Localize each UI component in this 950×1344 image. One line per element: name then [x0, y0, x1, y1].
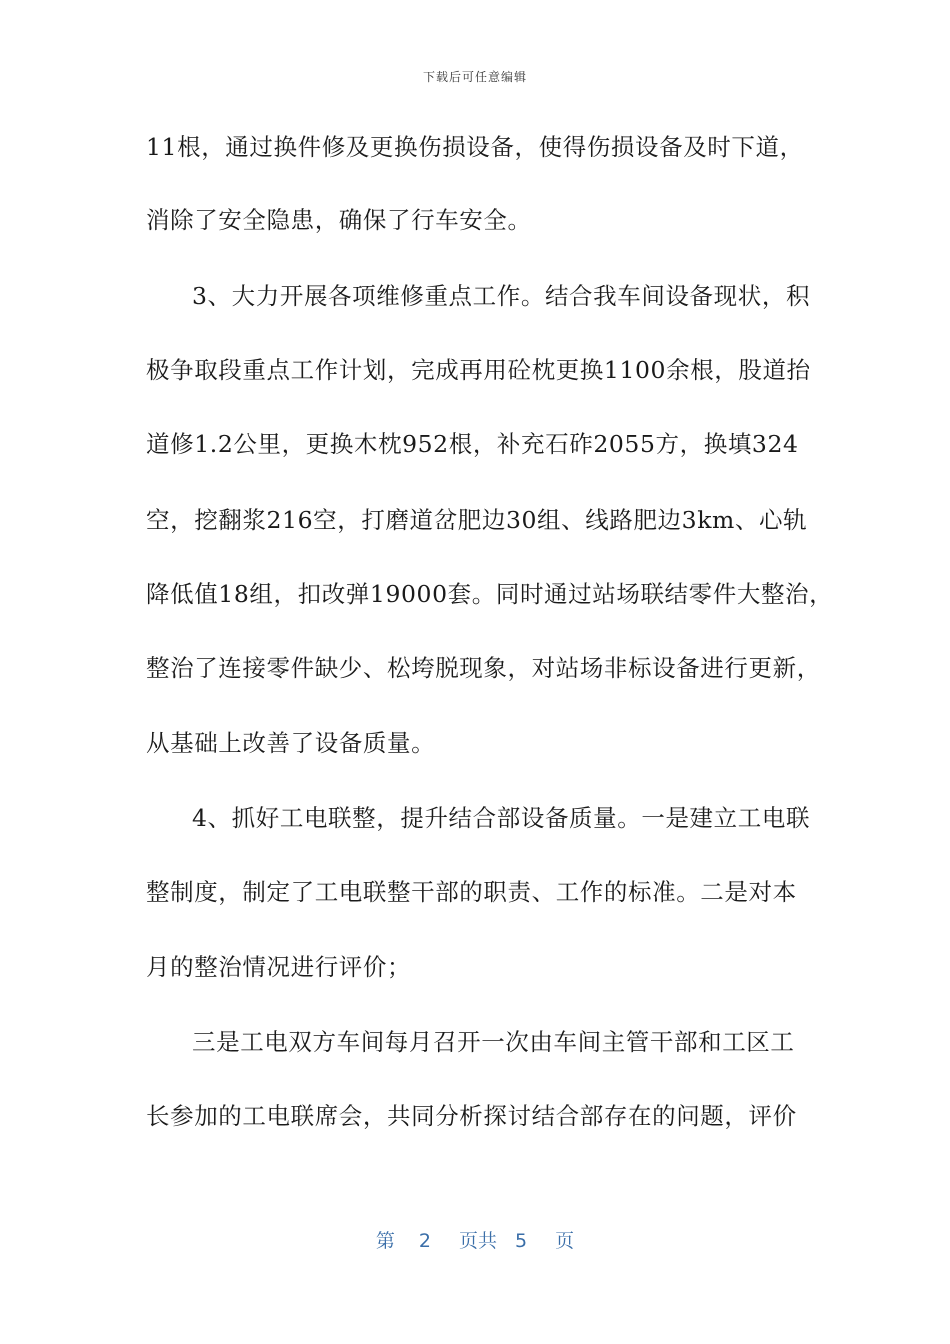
paragraph-line: 11根，通过换件修及更换伤损设备，使得伤损设备及时下道， — [146, 133, 804, 161]
paragraph-line: 三是工电双方车间每月召开一次由车间主管干部和工区工 — [192, 1028, 795, 1056]
paragraph-line: 长参加的工电联席会，共同分析探讨结合部存在的问题，评价 — [146, 1102, 797, 1130]
header-note: 下载后可任意编辑 — [422, 70, 527, 84]
paragraph-line: 道修1.2公里，更换木枕952根，补充石砟2055方，换填324 — [146, 430, 799, 458]
paragraph-line: 整治了连接零件缺少、松垮脱现象，对站场非标设备进行更新， — [146, 654, 821, 682]
footer-label-page: 第 — [375, 1230, 395, 1252]
paragraph-line: 4、抓好工电联整，提升结合部设备质量。一是建立工电联 — [192, 804, 811, 832]
paragraph-line: 月的整治情况进行评价； — [146, 953, 412, 981]
footer-label-end: 页 — [555, 1230, 575, 1252]
paragraph-line: 降低值18组，扣改弹19000套。同时通过站场联结零件大整治， — [146, 580, 834, 608]
footer-label-of: 页共 — [458, 1230, 497, 1252]
paragraph-line: 3、大力开展各项维修重点工作。结合我车间设备现状，积 — [192, 282, 811, 310]
footer-total-pages: 5 — [515, 1230, 528, 1252]
page-footer — [0, 1226, 950, 1253]
paragraph-line: 消除了安全隐患，确保了行车安全。 — [146, 206, 532, 234]
paragraph-line: 空，挖翻浆216空，打磨道岔肥边30组、线路肥边3km、心轨 — [146, 506, 808, 534]
paragraph-line: 整制度，制定了工电联整干部的职责、工作的标准。二是对本 — [146, 878, 797, 906]
paragraph-line: 从基础上改善了设备质量。 — [146, 729, 436, 757]
paragraph-line: 极争取段重点工作计划，完成再用砼枕更换1100余根，股道抬 — [146, 356, 811, 384]
footer-current-page: 2 — [418, 1230, 431, 1252]
